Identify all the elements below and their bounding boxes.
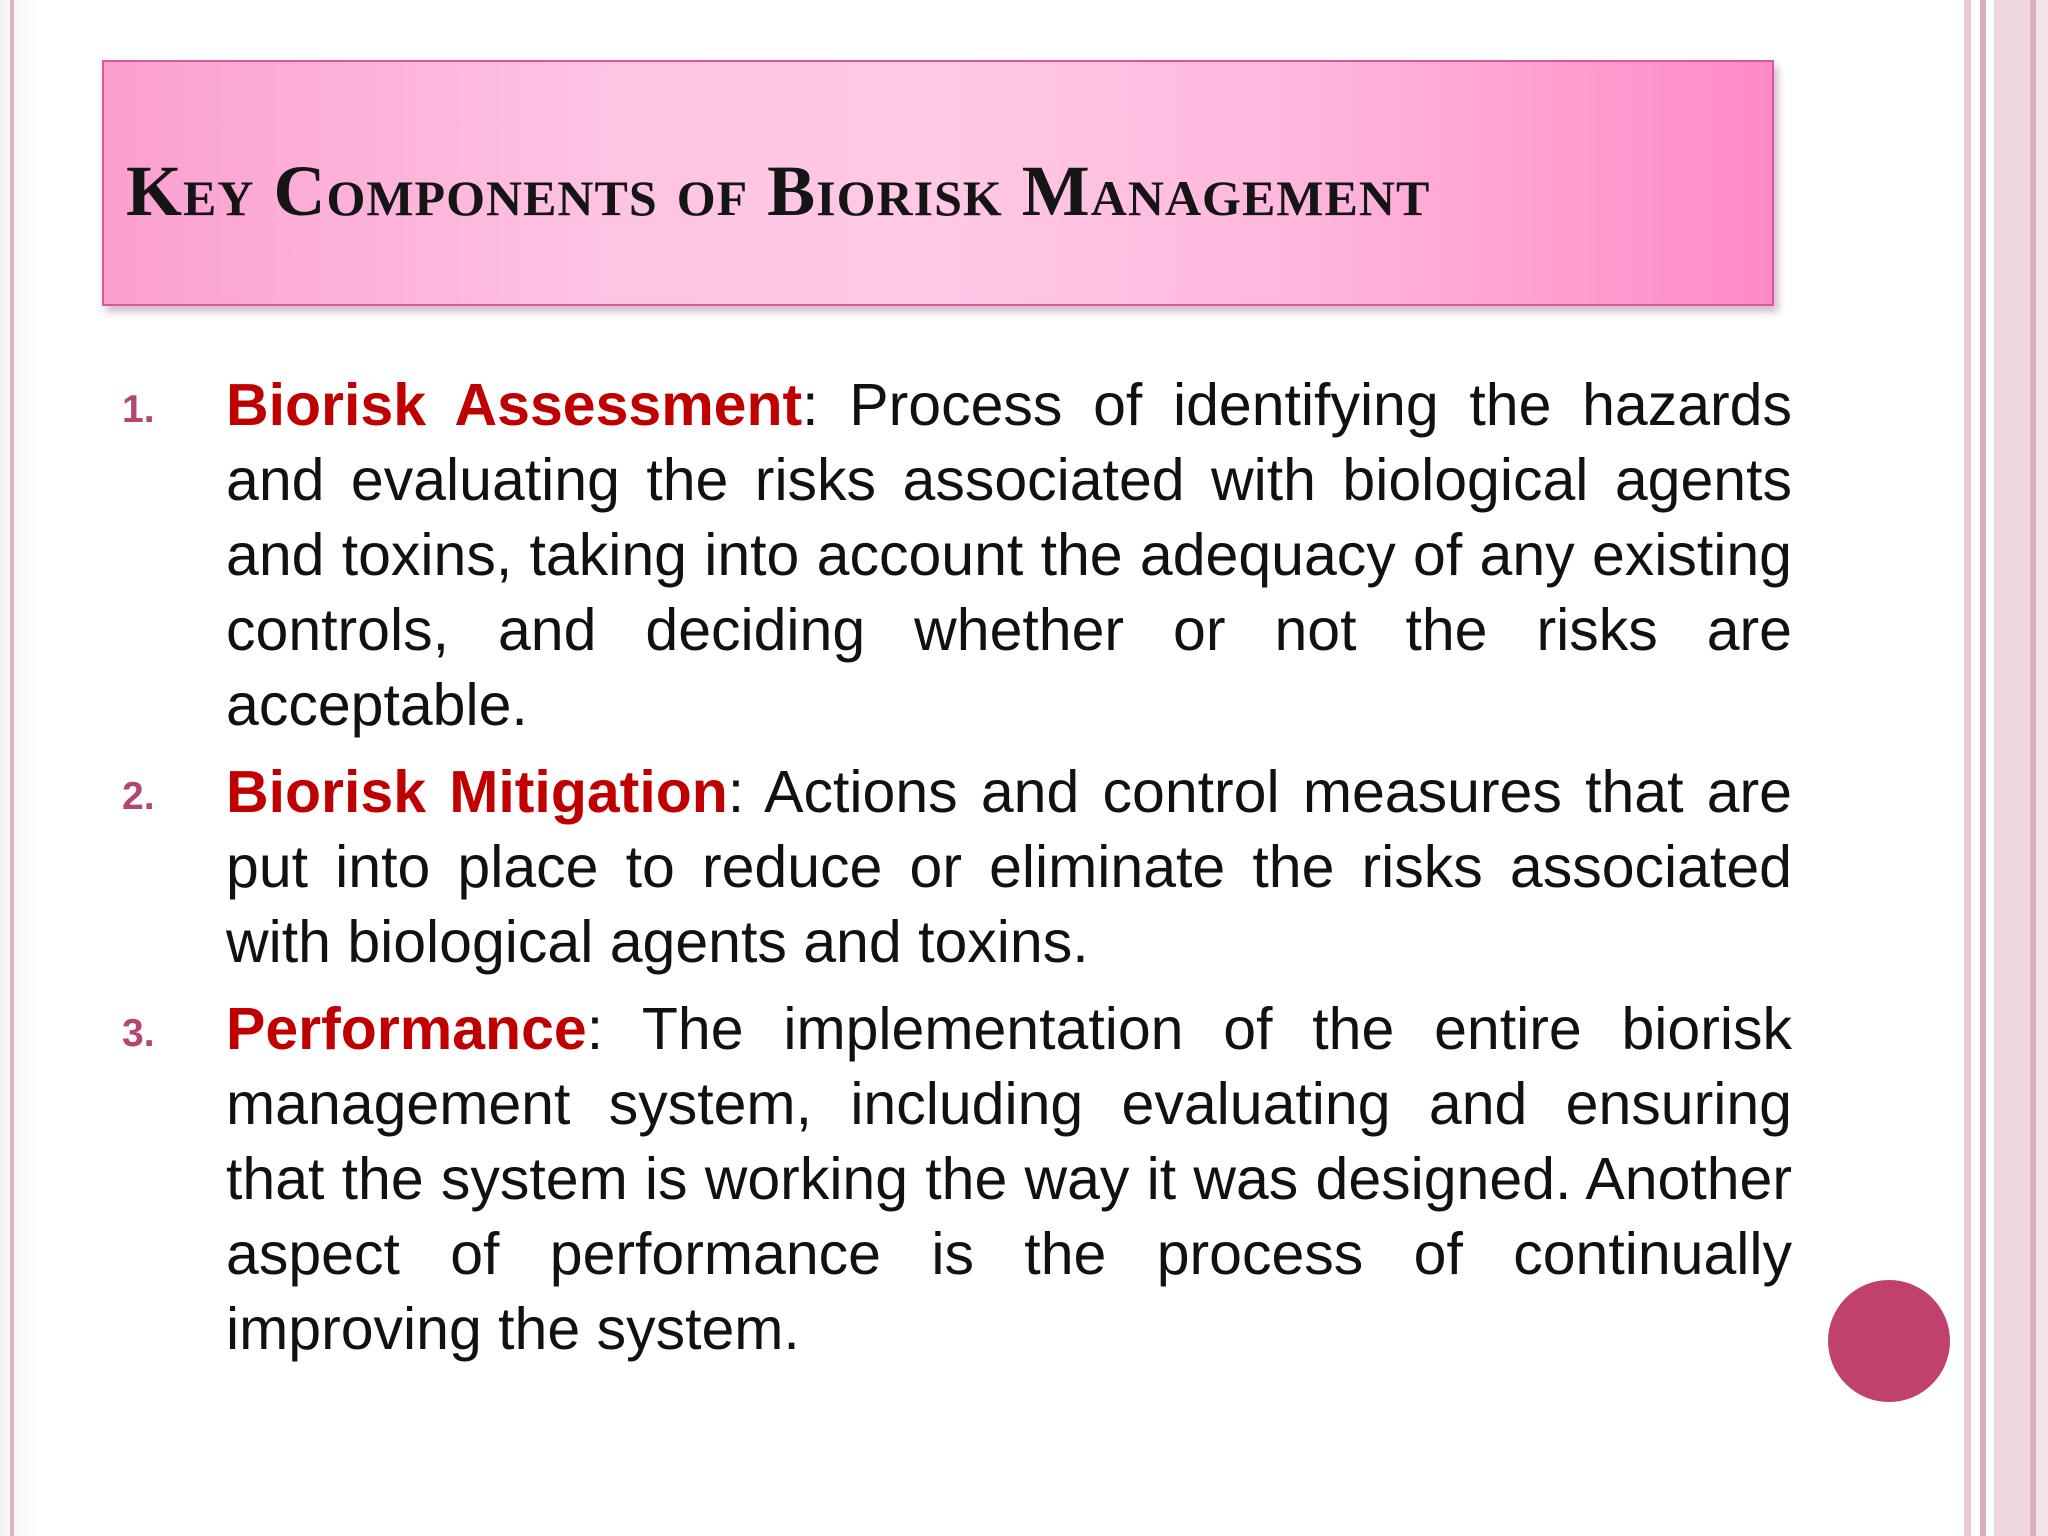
list-item — [122, 992, 1792, 1367]
item-term: Biorisk Mitigation — [226, 759, 728, 825]
item-description: Process of identifying the hazards and evaluating the risks associated with biological agents and toxins, taking into account the adequacy of any existing controls, and deciding whether or not the risks are acceptable. — [226, 372, 1792, 738]
item-term: Performance — [226, 996, 587, 1062]
item-number: 3. — [122, 1012, 155, 1055]
item-term: Biorisk Assessment — [226, 372, 803, 438]
components-list — [122, 368, 1792, 1379]
slide-title: Key Components of Biorisk Management — [126, 151, 1431, 231]
title-banner — [102, 60, 1774, 306]
item-number: 2. — [122, 775, 155, 818]
item-text — [226, 368, 1792, 743]
right-decorative-stripes — [1960, 0, 2048, 1536]
item-description: The implementation of the entire biorisk management system, including evaluating and ensuring that the system is working the way it was designed. Another aspect of performance is the process of continually improving the system. — [226, 996, 1792, 1362]
list-item — [122, 368, 1792, 743]
list-item — [122, 755, 1792, 980]
item-separator: : — [802, 372, 819, 438]
item-description: Actions and control measures that are put into place to reduce or eliminate the risks associated with biological agents and toxins. — [226, 759, 1792, 975]
item-separator: : — [727, 759, 745, 825]
decorative-circle — [1828, 1280, 1950, 1402]
item-separator: : — [586, 996, 604, 1062]
item-number: 1. — [122, 388, 155, 431]
item-text — [226, 755, 1792, 980]
left-decorative-line — [10, 0, 14, 1536]
item-text — [226, 992, 1792, 1367]
